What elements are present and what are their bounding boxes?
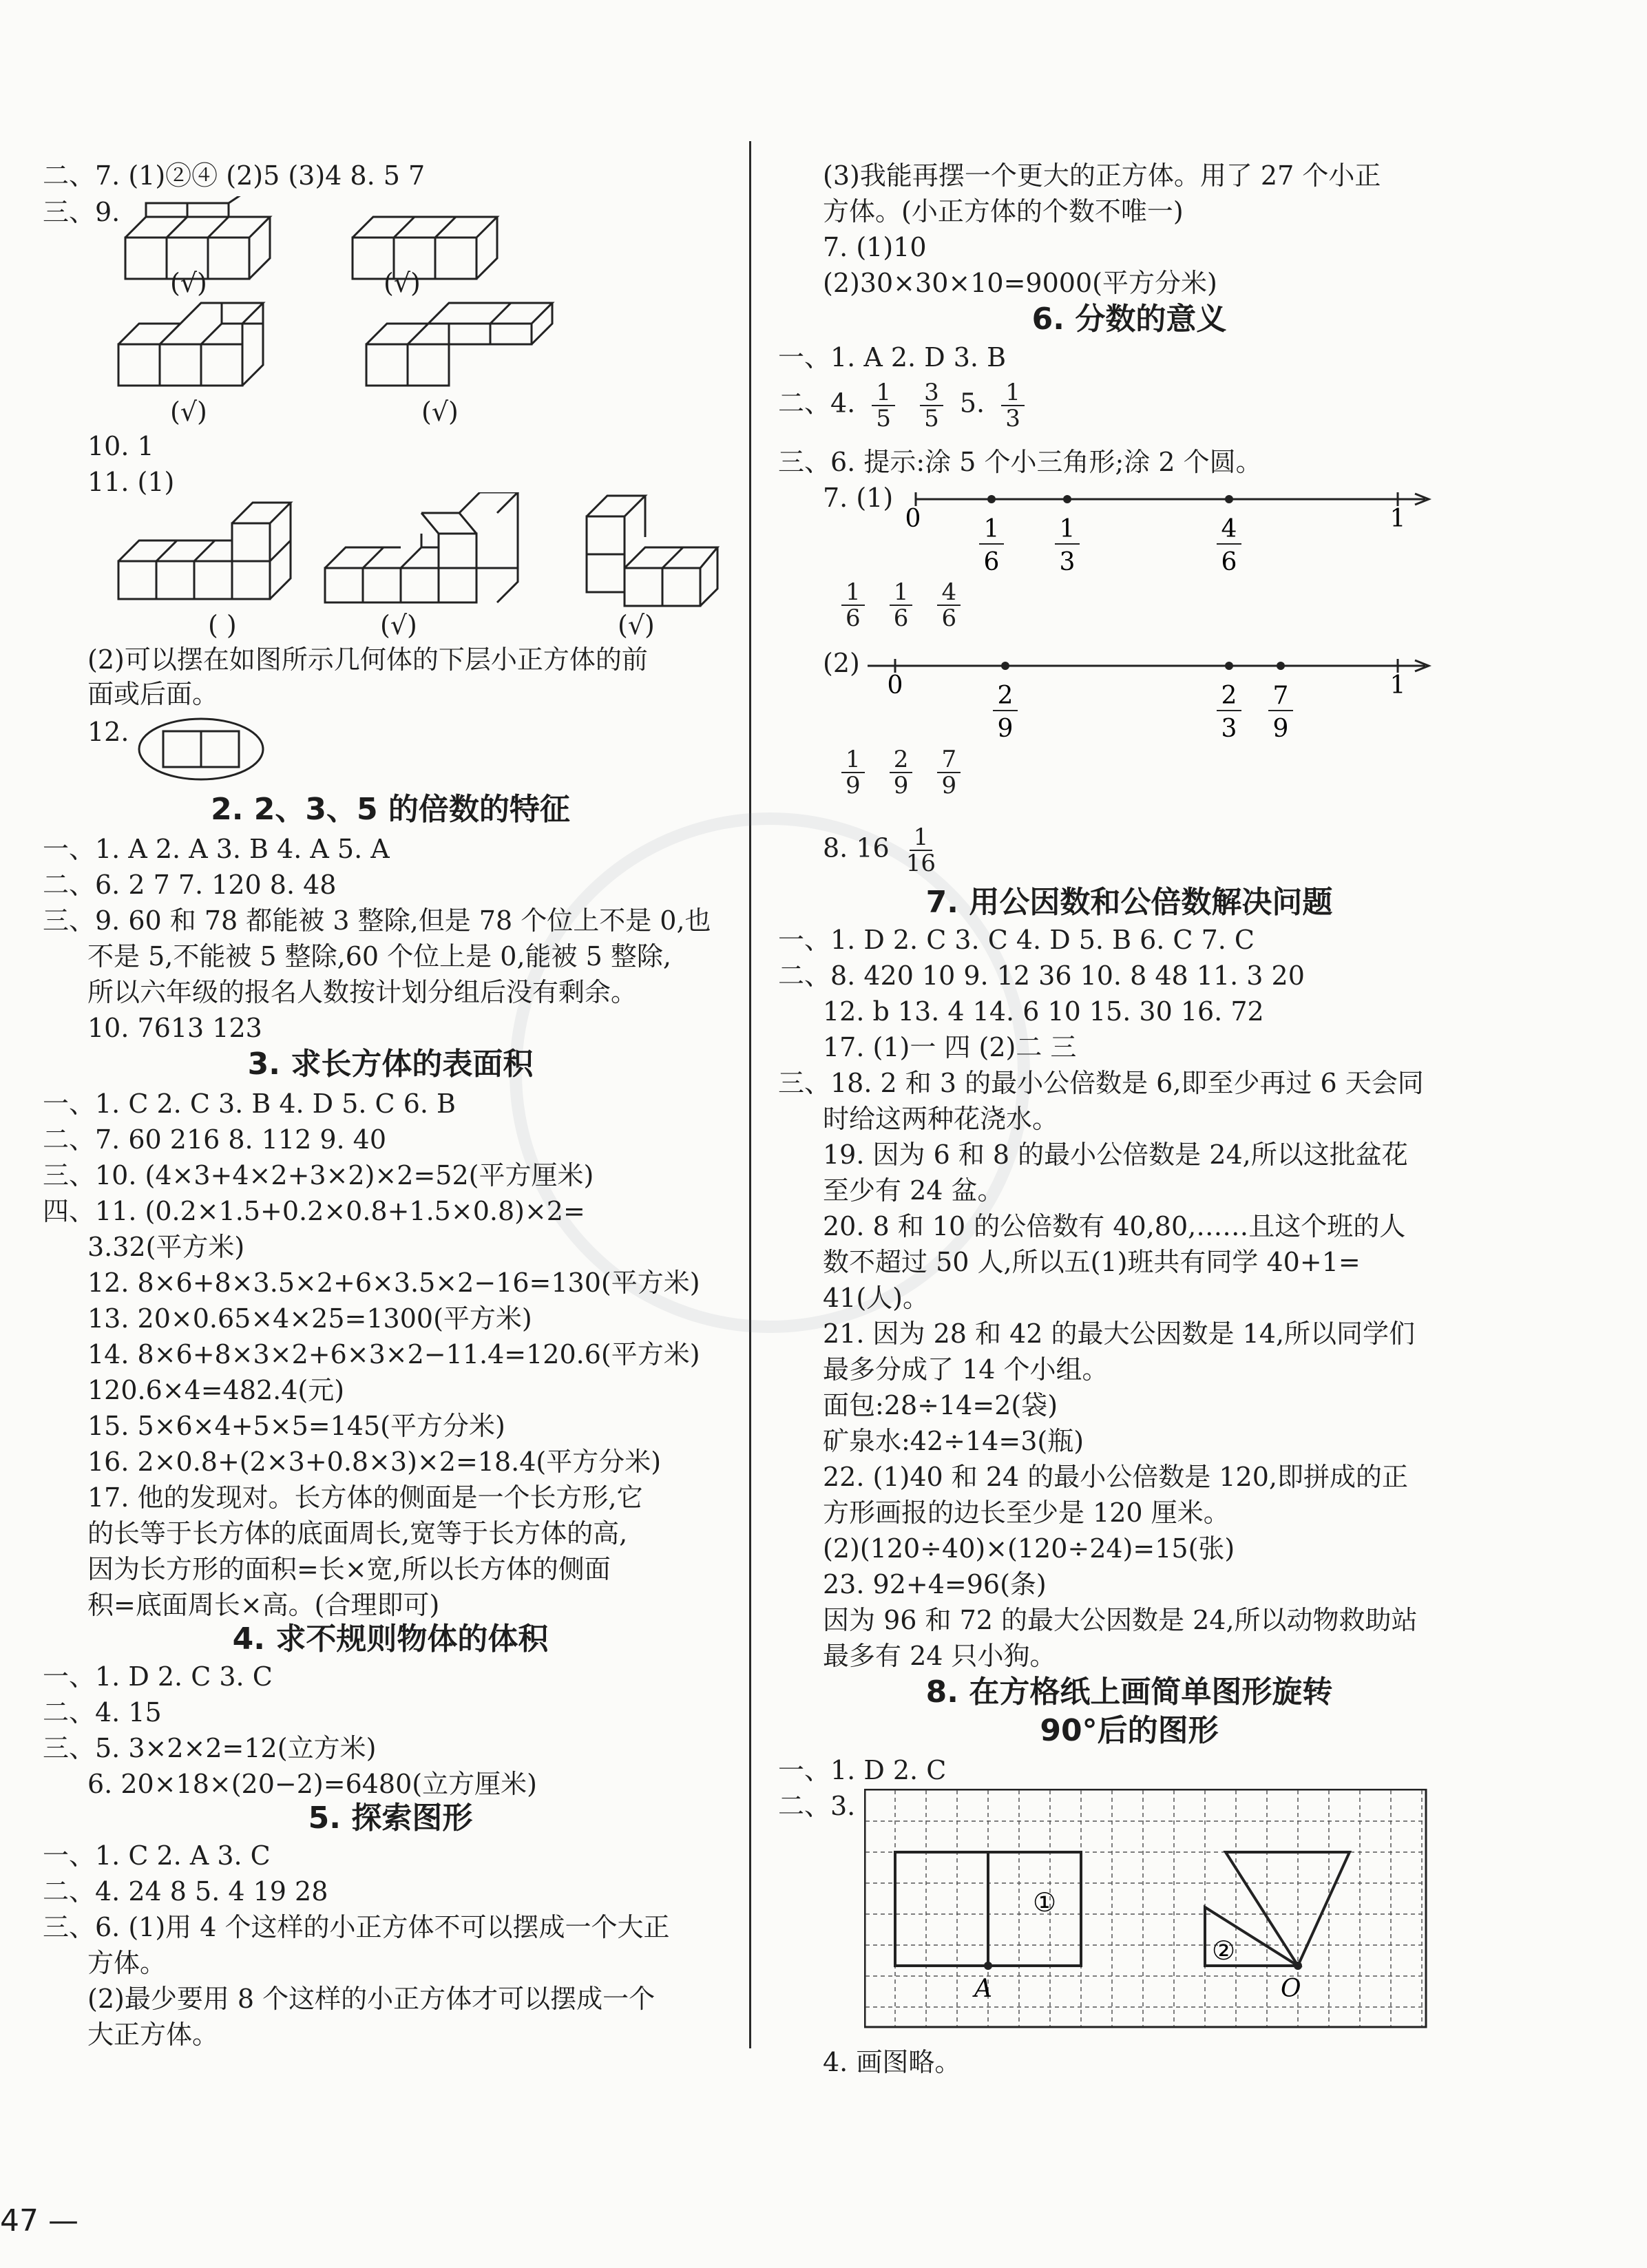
answer-line: [778, 380, 1033, 431]
tick-label: 2: [997, 682, 1014, 710]
tick-label: 6: [983, 548, 1000, 576]
shape-label: ①: [1033, 1887, 1057, 1918]
answer-line: 一、1. D 2. C: [778, 1755, 947, 1785]
answer-line: 10. 1: [87, 431, 154, 461]
answer-line: 二、8. 420 10 9. 12 36 10. 8 48 11. 3 20: [778, 960, 1305, 991]
answer-line: 4. 画图略。: [823, 2047, 961, 2077]
cube-shape-4: [366, 303, 552, 386]
q5-label: 5.: [959, 388, 985, 419]
answer-line: 一、1. A 2. A 3. B 4. A 5. A: [43, 834, 390, 864]
tick-label: 0: [905, 505, 921, 533]
answer-line: 14. 8×6+8×3×2+6×3×2−11.4=120.6(平方米): [87, 1339, 700, 1369]
answer-line: 一、1. D 2. C 3. C 4. D 5. B 6. C 7. C: [778, 925, 1255, 955]
fraction: $\frac{1}{16}$: [905, 823, 936, 877]
section-title: 6. 分数的意义: [1031, 302, 1227, 337]
answer-line: 13. 20×0.65×4×25=1300(平方米): [87, 1303, 532, 1334]
answer-line: 的长等于长方体的底面周长,宽等于长方体的高,: [87, 1518, 628, 1548]
answer-line: 数不超过 50 人,所以五(1)班共有同学 40+1=: [823, 1247, 1361, 1277]
answer-line: 二、3.: [778, 1791, 856, 1821]
tick-label: 0: [887, 671, 903, 700]
stack-3: [587, 496, 717, 606]
answer-line: 积=底面周长×高。(合理即可): [87, 1590, 440, 1620]
fraction: $\frac{1}{5}$: [872, 380, 895, 431]
number-line-2: [778, 642, 1480, 745]
cube-shape-1: [125, 196, 270, 279]
answer-line: 17. 他的发现对。长方体的侧面是一个长方形,它: [87, 1482, 643, 1513]
answer-line: 三、9. 60 和 78 都能被 3 整除,但是 78 个位上不是 0,也: [43, 905, 711, 936]
answer-line: 方形画报的边长至少是 120 厘米。: [823, 1498, 1230, 1528]
section-title: 5. 探索图形: [308, 1800, 473, 1836]
answer-line: (2)30×30×10=9000(平方分米): [823, 268, 1217, 298]
tick-label: 3: [1221, 715, 1237, 743]
check-mark: (√): [384, 268, 421, 298]
answer-line: 方体。(小正方体的个数不唯一): [823, 196, 1184, 227]
answer-line: 三、9.: [43, 197, 120, 227]
answer-line: 大正方体。: [87, 2019, 219, 2050]
section-title: 8. 在方格纸上画简单图形旋转: [925, 1674, 1333, 1710]
tick-label: 1: [1389, 671, 1406, 700]
answer-line: [823, 825, 944, 876]
stack-1: [118, 503, 291, 599]
answer-line: 不是 5,不能被 5 整除,60 个位上是 0,能被 5 整除,: [87, 941, 671, 972]
answer-line: 面包:28÷14=2(袋): [823, 1390, 1058, 1420]
answer-line: (2)最少要用 8 个这样的小正方体才可以摆成一个: [87, 1984, 655, 2014]
fraction: $\frac{2}{9}$: [890, 747, 913, 798]
fraction: $\frac{1}{6}$: [841, 580, 865, 631]
shape-label: ②: [1212, 1935, 1236, 1966]
answer-line: 一、1. D 2. C 3. C: [43, 1661, 273, 1692]
check-mark: ( ): [208, 610, 237, 640]
answer-line: 三、6. 提示:涂 5 个小三角形;涂 2 个圆。: [778, 447, 1262, 477]
answer-line: 所以六年级的报名人数按计划分组后没有剩余。: [87, 977, 638, 1007]
answer-line: 三、6. (1)用 4 个这样的小正方体不可以摆成一个大正: [43, 1912, 670, 1942]
answer-line: (3)我能再摆一个更大的正方体。用了 27 个小正: [823, 160, 1381, 191]
section-title: 90°后的图形: [1040, 1713, 1219, 1748]
rectangle-left: [895, 1852, 988, 1966]
section-title: 3. 求长方体的表面积: [247, 1047, 534, 1082]
fraction: $\frac{4}{6}$: [937, 580, 961, 631]
point-a: [984, 1962, 992, 1970]
cube-shape-3: [118, 303, 263, 386]
answer-fractions: [833, 747, 969, 798]
answer-line: 19. 因为 6 和 8 的最小公倍数是 24,所以这批盆花: [823, 1140, 1408, 1170]
check-mark: (√): [421, 397, 459, 427]
check-mark: (√): [618, 610, 655, 640]
tick-label: 7: [1272, 682, 1289, 710]
answer-line: 因为 96 和 72 的最大公因数是 24,所以动物救助站: [823, 1605, 1418, 1635]
answer-line: 二、4. 24 8 5. 4 19 28: [43, 1876, 328, 1907]
answer-line: 120.6×4=482.4(元): [87, 1375, 345, 1405]
answer-line: (2)可以摆在如图所示几何体的下层小正方体的前: [87, 644, 648, 675]
answer-line: 16. 2×0.8+(2×3+0.8×3)×2=18.4(平方分米): [87, 1447, 662, 1477]
cube-figures-q11: [112, 492, 752, 609]
fraction: $\frac{3}{5}$: [920, 380, 943, 431]
check-mark: (√): [170, 268, 207, 298]
section-title: 7. 用公因数和公倍数解决问题: [925, 885, 1333, 920]
answer-line: 一、1. C 2. C 3. B 4. D 5. C 6. B: [43, 1089, 456, 1119]
answer-line: 15. 5×6×4+5×5=145(平方分米): [87, 1411, 505, 1441]
shape-2-rotated: [1226, 1852, 1350, 1966]
answer-line: 11. (1): [87, 467, 175, 497]
fraction: $\frac{1}{3}$: [1001, 380, 1025, 431]
tick-label: 2: [1221, 682, 1237, 710]
answer-line: 10. 7613 123: [87, 1013, 262, 1043]
tick-label: 3: [1059, 548, 1076, 576]
tick-label: 1: [983, 515, 1000, 543]
answer-line: 22. (1)40 和 24 的最小公倍数是 120,即拼成的正: [823, 1462, 1408, 1492]
answer-line: 三、10. (4×3+4×2+3×2)×2=52(平方厘米): [43, 1160, 594, 1190]
check-mark: (√): [380, 610, 417, 640]
q4-label: 二、4.: [778, 388, 856, 419]
answer-line: 四、11. (0.2×1.5+0.2×0.8+1.5×0.8)×2=: [43, 1196, 585, 1226]
section-title: 2. 2、3、5 的倍数的特征: [211, 792, 570, 827]
cube-figure-row-2: [112, 296, 594, 399]
answer-line: 三、18. 2 和 3 的最小公倍数是 6,即至少再过 6 天会同: [778, 1068, 1424, 1098]
point-label: O: [1281, 1975, 1301, 2003]
answer-line: 最多分成了 14 个小组。: [823, 1354, 1109, 1385]
tick-label: 1: [1059, 515, 1076, 543]
fraction: $\frac{1}{6}$: [890, 580, 913, 631]
answer-line: 因为长方形的面积=长×宽,所以长方体的侧面: [87, 1554, 611, 1584]
answer-line: 7. (1)10: [823, 232, 927, 262]
answer-line: (2): [823, 648, 860, 678]
answer-line: 面或后面。: [87, 679, 219, 709]
answer-line: 一、1. A 2. D 3. B: [778, 342, 1006, 372]
page-number: 47 —: [0, 2203, 78, 2238]
answer-line: 21. 因为 28 和 42 的最大公因数是 14,所以同学们: [823, 1319, 1416, 1349]
q8-label: 8. 16: [823, 832, 890, 863]
section-title: 4. 求不规则物体的体积: [232, 1621, 549, 1657]
answer-line: 二、7. 60 216 8. 112 9. 40: [43, 1124, 387, 1155]
answer-line: 二、7. (1)②④ (2)5 (3)4 8. 5 7: [43, 160, 426, 191]
answer-line: 6. 20×18×(20−2)=6480(立方厘米): [87, 1769, 537, 1799]
answer-line: 时给这两种花浇水。: [823, 1104, 1059, 1134]
point-o: [1294, 1962, 1302, 1970]
check-mark: (√): [170, 397, 207, 427]
point-label: A: [974, 1975, 992, 2003]
rotation-grid: [864, 1789, 1429, 2037]
answer-line: 二、4. 15: [43, 1697, 162, 1728]
fraction: $\frac{7}{9}$: [937, 747, 961, 798]
answer-line: 一、1. C 2. A 3. C: [43, 1840, 271, 1871]
answer-line: 至少有 24 盆。: [823, 1175, 1004, 1206]
answer-line: 12.: [87, 717, 129, 747]
tick-label: 9: [997, 715, 1014, 743]
column-divider: [749, 141, 751, 2048]
number-line-1: [778, 475, 1480, 578]
answer-line: 7. (1): [823, 483, 894, 513]
answer-line: (2)(120÷40)×(120÷24)=15(张): [823, 1533, 1235, 1564]
answer-line: 二、6. 2 7 7. 120 8. 48: [43, 870, 337, 900]
answer-line: 最多有 24 只小狗。: [823, 1641, 1056, 1671]
answer-line: 矿泉水:42÷14=3(瓶): [823, 1426, 1084, 1456]
tick-label: 6: [1221, 548, 1237, 576]
tick-label: 9: [1272, 715, 1289, 743]
answer-line: 12. 8×6+8×3.5×2+6×3.5×2−16=130(平方米): [87, 1268, 700, 1298]
answer-line: 12. b 13. 4 14. 6 10 15. 30 16. 72: [823, 996, 1264, 1027]
answer-line: 20. 8 和 10 的公倍数有 40,80,……且这个班的人: [823, 1211, 1406, 1241]
stack-2: [325, 492, 518, 602]
answer-line: 17. (1)一 四 (2)二 三: [823, 1032, 1077, 1062]
ellipse-figure: [132, 716, 270, 785]
answer-fractions: [833, 580, 969, 631]
answer-line: 23. 92+4=96(条): [823, 1569, 1047, 1599]
answer-line: 三、5. 3×2×2=12(立方米): [43, 1733, 377, 1763]
answer-line: 方体。: [87, 1948, 167, 1978]
tick-label: 1: [1389, 505, 1406, 533]
answer-line: 3.32(平方米): [87, 1232, 245, 1262]
tick-label: 4: [1221, 515, 1237, 543]
fraction: $\frac{1}{9}$: [841, 747, 865, 798]
answer-line: 41(人)。: [823, 1283, 930, 1313]
cube-shape-2: [353, 217, 497, 279]
